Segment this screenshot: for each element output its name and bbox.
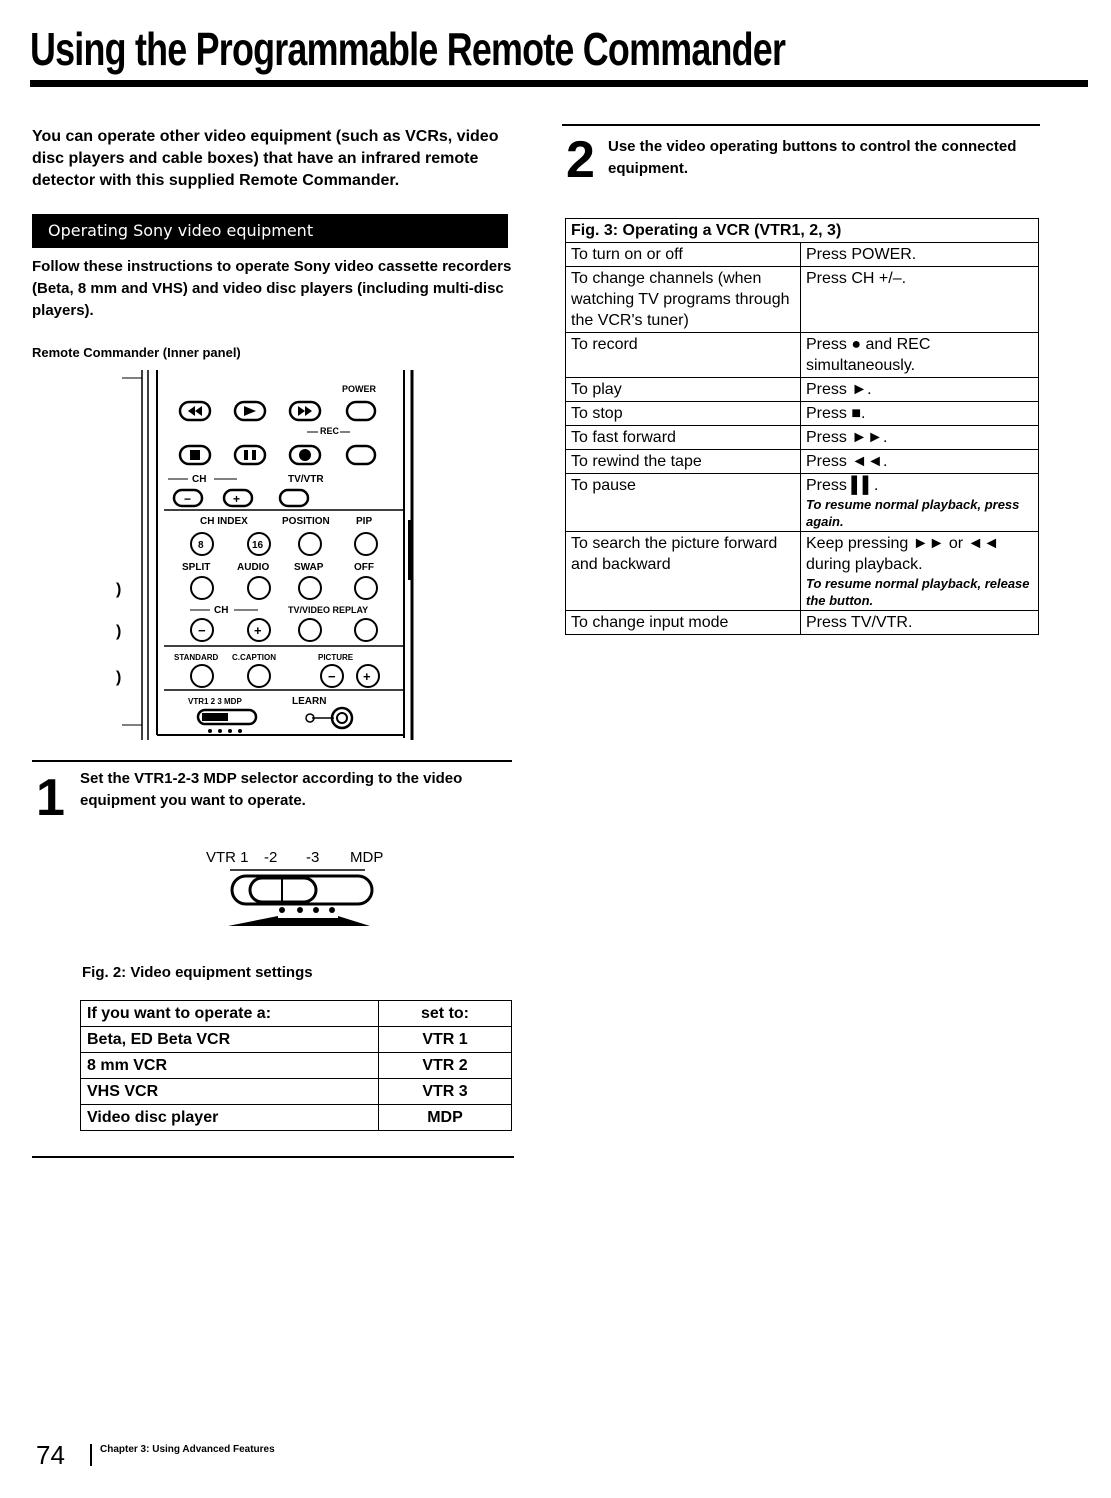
table-row [566, 333, 1039, 378]
table-row [566, 450, 1039, 474]
section-band: Operating Sony video equipment [32, 214, 508, 248]
remote-picture-label: PICTURE [318, 653, 354, 662]
table-row [566, 378, 1039, 402]
table-cell: To turn on or off [566, 243, 801, 267]
table-cell: To rewind the tape [566, 450, 801, 474]
remote-standard-label: STANDARD [174, 653, 219, 662]
remote-caption: Remote Commander (Inner panel) [32, 345, 241, 360]
ch-plus-glyph: + [233, 492, 241, 506]
tvvtr-key-icon [280, 490, 308, 506]
table-cell: MDP [379, 1105, 512, 1131]
table-cell: Beta, ED Beta VCR [81, 1027, 379, 1053]
table-cell: 8 mm VCR [81, 1053, 379, 1079]
step1-rule [32, 760, 512, 762]
intro-paragraph: You can operate other video equipment (such as VCRs, video disc players and cable boxes) that have an infrared remote detector with this supplied Remote Commander. [32, 128, 499, 189]
step2-number: 2 [566, 131, 595, 189]
table-header-cell: If you want to operate a: [81, 1001, 379, 1027]
key-8-glyph: 8 [198, 540, 204, 551]
svg-text:): ) [116, 669, 122, 686]
instruction-text: Keep pressing ►► or ◄◄ during playback. [806, 535, 1000, 573]
fig3-caption: Fig. 3: Operating a VCR (VTR1, 2, 3) [566, 219, 1039, 243]
table-cell: Press POWER. [801, 243, 1039, 267]
remote-ch2-label: CH [214, 605, 229, 616]
operating-vcr-table [565, 218, 1039, 635]
page-number: 74 [36, 1440, 65, 1470]
table-cell [801, 474, 1039, 532]
remote-tvvtr-label: TV/VTR [288, 474, 324, 485]
selector-mdp-label: MDP [350, 849, 384, 866]
picture-plus-glyph: + [363, 669, 371, 684]
table-row [566, 426, 1039, 450]
selector-vtr1-label: VTR 1 [206, 849, 249, 866]
table-cell: Press ◄◄. [801, 450, 1039, 474]
table-cell: Video disc player [81, 1105, 379, 1131]
chapter-label: Chapter 3: Using Advanced Features [100, 1444, 275, 1455]
key-16-glyph: 16 [252, 540, 264, 551]
table-cell: To change channels (when watching TV programs through the VCR's tuner) [566, 267, 801, 333]
table-cell: Press ►►. [801, 426, 1039, 450]
power-key-icon [347, 402, 375, 420]
remote-audio-label: AUDIO [237, 562, 270, 573]
picture-minus-glyph: − [328, 669, 336, 684]
pause-key-icon [235, 446, 265, 464]
title-rule [30, 80, 1088, 87]
table-cell: Press ■. [801, 402, 1039, 426]
remote-chindex-label: CH INDEX [200, 516, 248, 527]
table-cell: To fast forward [566, 426, 801, 450]
remote-pip-label: PIP [356, 516, 373, 527]
table-row [81, 1053, 512, 1079]
svg-text:): ) [116, 623, 122, 640]
table-cell: To stop [566, 402, 801, 426]
remote-swap-label: SWAP [294, 562, 324, 573]
remote-off-label: OFF [354, 562, 374, 573]
table-header-row [81, 1001, 512, 1027]
svg-text:): ) [116, 581, 122, 598]
table-row [566, 474, 1039, 532]
page-title: Using the Programmable Remote Commander [30, 23, 786, 75]
remote-split-label: SPLIT [182, 562, 211, 573]
table-cell: To record [566, 333, 801, 378]
table-cell: To play [566, 378, 801, 402]
table-cell: Press ►. [801, 378, 1039, 402]
selector-2-label: -2 [264, 849, 278, 866]
table-cell: To search the picture forward and backward [566, 532, 801, 611]
remote-power-label: POWER [342, 384, 377, 394]
learn-button-icon [332, 708, 352, 728]
table-row [566, 267, 1039, 333]
instruction-note: To resume normal playback, release the button. [806, 576, 1030, 608]
video-equipment-settings-table [80, 1000, 512, 1131]
instruction-note: To resume normal playback, press again. [806, 497, 1020, 529]
table-row [566, 243, 1039, 267]
pip-ch-plus-glyph: + [254, 623, 262, 638]
table-cell: VTR 3 [379, 1079, 512, 1105]
table-cell: Press ● and REC simultaneously. [801, 333, 1039, 378]
table-header-row [566, 219, 1039, 243]
instructions-paragraph: Follow these instructions to operate Sony video cassette recorders (Beta, 8 mm and VHS) and video disc players (including multi-disc players). [32, 258, 512, 319]
remote-learn-label: LEARN [292, 696, 327, 707]
ch-minus-glyph: − [184, 492, 192, 506]
rec-key-icon [347, 446, 375, 464]
remote-tvvideo-label: TV/VIDEO REPLAY [288, 605, 369, 615]
table-cell: Press CH +/–. [801, 267, 1039, 333]
pip-ch-minus-glyph: − [198, 623, 206, 638]
table-row [81, 1105, 512, 1131]
table-cell [801, 532, 1039, 611]
remote-rec-label: REC [320, 426, 340, 436]
table-cell: VTR 2 [379, 1053, 512, 1079]
remote-ch-label: CH [192, 474, 207, 485]
table-cell: Press TV/VTR. [801, 611, 1039, 635]
table-header-cell: set to: [379, 1001, 512, 1027]
table-cell: To change input mode [566, 611, 801, 635]
fig2-caption: Fig. 2: Video equipment settings [82, 964, 313, 981]
remote-position-label: POSITION [282, 516, 330, 527]
table-cell: VHS VCR [81, 1079, 379, 1105]
table-row [566, 611, 1039, 635]
step2-text: Use the video operating buttons to control the connected equipment. [608, 138, 1017, 177]
table-row [566, 402, 1039, 426]
table-cell: VTR 1 [379, 1027, 512, 1053]
instruction-text: Press ▌▌. [806, 477, 879, 494]
step1-number: 1 [36, 769, 65, 827]
table-row [81, 1027, 512, 1053]
footer-divider [90, 1444, 92, 1466]
table-cell: To pause [566, 474, 801, 532]
vtr-selector-illustration [200, 848, 400, 933]
bottom-rule [32, 1156, 514, 1158]
remote-ccaption-label: C.CAPTION [232, 653, 276, 662]
table-row [81, 1079, 512, 1105]
selector-3-label: -3 [306, 849, 320, 866]
step1-text: Set the VTR1-2-3 MDP selector according to the video equipment you want to operate. [80, 770, 463, 809]
remote-selector-label: VTR1 2 3 MDP [188, 697, 242, 706]
table-row [566, 532, 1039, 611]
step2-rule [562, 124, 1040, 126]
remote-commander-illustration [112, 370, 422, 745]
